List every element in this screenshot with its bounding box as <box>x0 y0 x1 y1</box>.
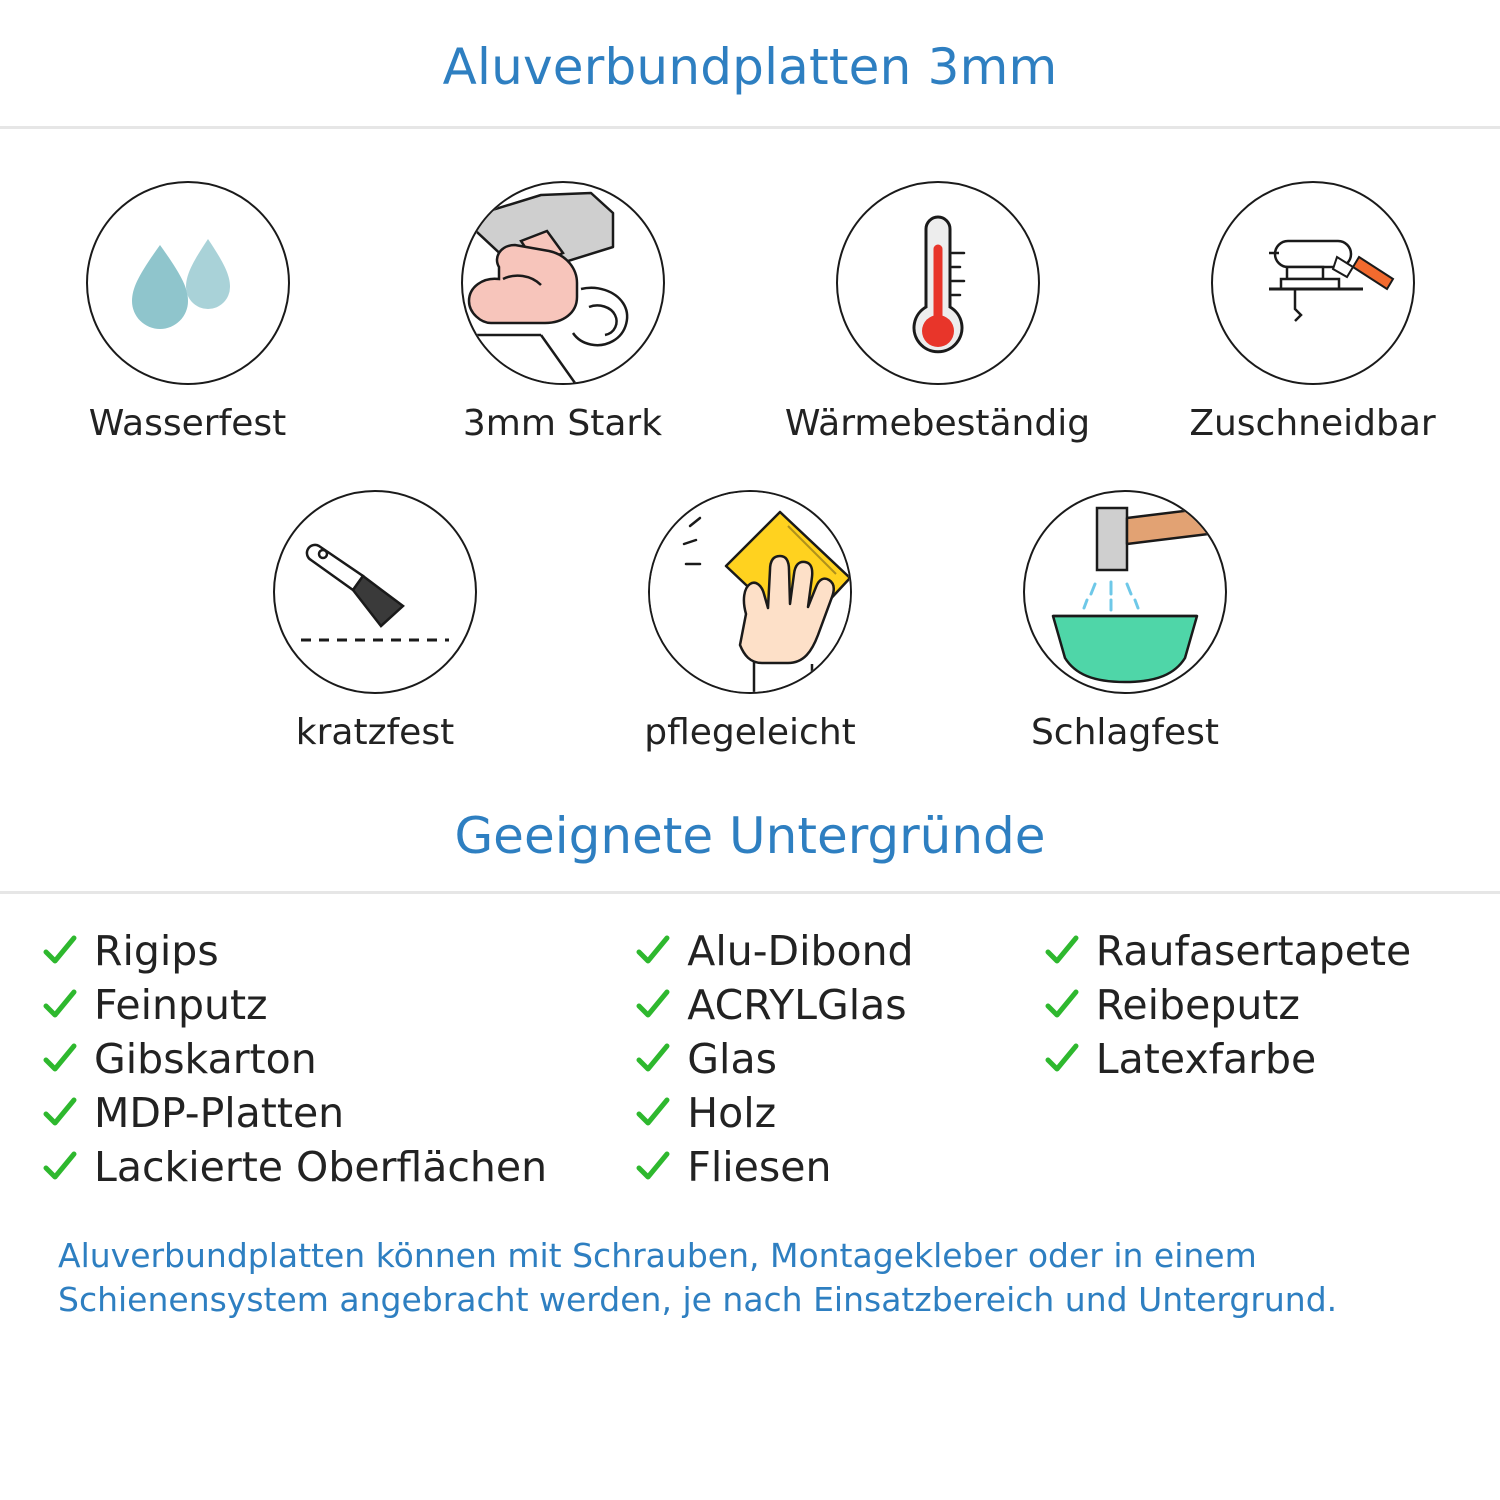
feature-label: Wärmebeständig <box>784 403 1091 444</box>
check-icon <box>40 1147 80 1187</box>
list-item <box>40 924 633 978</box>
list-item-label: Feinputz <box>94 980 268 1029</box>
list-item-label: Gibskarton <box>94 1034 317 1083</box>
features-row-2 <box>0 490 1500 753</box>
check-icon <box>633 1039 673 1079</box>
feature-label: Wasserfest <box>88 403 287 444</box>
list-item-label: ACRYLGlas <box>687 980 907 1029</box>
substrates-column-1 <box>40 924 633 1194</box>
feature-3mm-stark <box>375 181 750 444</box>
check-icon <box>40 1039 80 1079</box>
list-item <box>40 978 633 1032</box>
features-row-1 <box>0 181 1500 444</box>
list-item <box>40 1086 633 1140</box>
feature-wasserfest <box>0 181 375 444</box>
list-item <box>633 978 1042 1032</box>
list-item <box>40 1032 633 1086</box>
check-icon <box>40 985 80 1025</box>
feature-kratzfest <box>188 490 563 753</box>
check-icon <box>633 931 673 971</box>
hammer-impact-icon <box>1023 490 1227 694</box>
list-item <box>1042 978 1460 1032</box>
substrates-title: Geeignete Untergründe <box>454 807 1046 865</box>
list-item <box>40 1140 633 1194</box>
check-icon <box>633 985 673 1025</box>
feature-schlagfest <box>938 490 1313 753</box>
list-item-label: Glas <box>687 1034 777 1083</box>
list-item-label: Latexfarbe <box>1095 1034 1317 1083</box>
substrates-column-3 <box>1042 924 1460 1194</box>
list-item-label: Alu-Dibond <box>687 926 914 975</box>
check-icon <box>1042 931 1082 971</box>
thermometer-icon <box>836 181 1040 385</box>
list-item <box>1042 1032 1460 1086</box>
check-icon <box>40 931 80 971</box>
feature-waermebestaendig <box>750 181 1125 444</box>
list-item <box>633 1032 1042 1086</box>
list-item-label: Holz <box>687 1088 777 1137</box>
cleaning-hand-cloth-icon <box>648 490 852 694</box>
check-icon <box>633 1147 673 1187</box>
jigsaw-cutter-icon <box>1211 181 1415 385</box>
page-title: Aluverbundplatten 3mm <box>442 38 1058 96</box>
feature-label: pflegeleicht <box>644 712 856 753</box>
check-icon <box>40 1093 80 1133</box>
feature-pflegeleicht <box>563 490 938 753</box>
list-item-label: Fliesen <box>687 1142 832 1191</box>
check-icon <box>1042 1039 1082 1079</box>
list-item <box>1042 924 1460 978</box>
substrates-column-2 <box>633 924 1042 1194</box>
check-icon <box>1042 985 1082 1025</box>
strong-arm-icon <box>461 181 665 385</box>
footnote-text: Aluverbundplatten können mit Schrauben, Montagekleber oder in einem Schienensystem angebracht werden, je nach Einsatzbereich und Untergrund. <box>58 1236 1338 1319</box>
features-section <box>0 129 1500 753</box>
feature-label: kratzfest <box>295 712 455 753</box>
list-item <box>633 1086 1042 1140</box>
water-drops-icon <box>86 181 290 385</box>
feature-zuschneidbar <box>1125 181 1500 444</box>
list-item-label: Lackierte Oberflächen <box>94 1142 548 1191</box>
list-item <box>633 924 1042 978</box>
knife-scratch-icon <box>273 490 477 694</box>
list-item <box>633 1140 1042 1194</box>
feature-label: Zuschneidbar <box>1189 403 1436 444</box>
substrates-list <box>0 894 1500 1194</box>
list-item-label: Reibeputz <box>1095 980 1300 1029</box>
list-item-label: MDP-Platten <box>94 1088 345 1137</box>
feature-label: 3mm Stark <box>462 403 663 444</box>
list-item-label: Rigips <box>94 926 219 975</box>
check-icon <box>633 1093 673 1133</box>
feature-label: Schlagfest <box>1030 712 1220 753</box>
list-item-label: Raufasertapete <box>1095 926 1412 975</box>
